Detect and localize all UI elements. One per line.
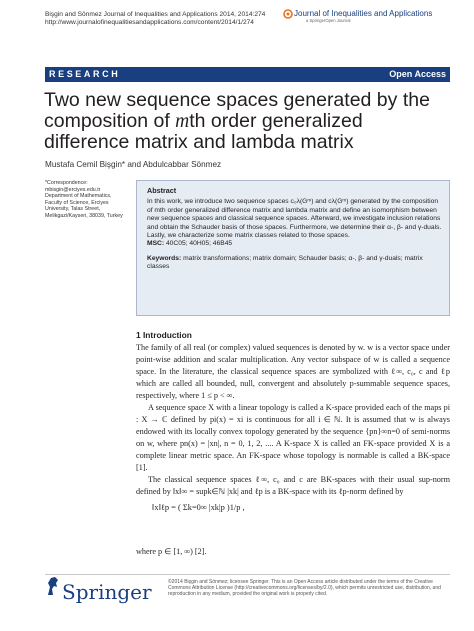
running-header	[45, 11, 265, 27]
journal-tagline: a SpringerOpen Journal	[306, 18, 351, 23]
title-line-2-pre: composition of	[44, 110, 176, 132]
abstract-heading: Abstract	[147, 186, 177, 195]
msc-codes: 40C05; 40H05; 46B45	[165, 240, 233, 248]
title-line-2	[44, 111, 444, 132]
title-line-1: Two new sequence spaces generated by the	[44, 89, 430, 111]
journal-logo-icon	[283, 9, 293, 19]
journal-name: Journal of Inequalities and Applications	[294, 9, 433, 18]
abstract-box	[136, 180, 450, 316]
corr-label: *Correspondence:	[45, 180, 88, 186]
article-url[interactable]: http://www.journalofinequalitiesandapplications.com/content/2014/1/274	[45, 19, 254, 26]
article-type-bar	[45, 67, 450, 82]
corr-email[interactable]: mbisgin@erciyes.edu.tr	[45, 186, 101, 193]
open-access-label: Open Access	[389, 69, 446, 79]
msc-label: MSC:	[147, 240, 165, 248]
corr-line: Faculty of Science, Erciyes	[45, 199, 109, 206]
keywords-label: Keywords:	[147, 254, 182, 262]
authors: Mustafa Cemil Bişgin* and Abdulcabbar Sönmez	[45, 160, 222, 169]
title-line-2-m: m	[175, 111, 190, 132]
citation: Bişgin and Sönmez Journal of Inequalities and Applications 2014, 2014:274	[45, 11, 266, 18]
corr-line: Department of Mathematics,	[45, 193, 112, 200]
article-type-label: RESEARCH	[49, 69, 121, 79]
norm-formula: ‖x‖ℓp = ( Σk=0∞ |xk|p )1/p ,	[152, 503, 245, 512]
article-title	[44, 90, 444, 153]
paragraph-text: The family of all real (or complex) valued sequences is denoted by w. w is a vector space under point-wise addition and scalar multiplication. Any vector subspace of w is called a sequence space. In the literature, the classical sequence spaces are symbolized with ℓ∞, c₀, c and ℓp which are called all bounded, null, convergent and absolutely p-summable sequence spaces, respectively, where 1 ≤ p < ∞.	[136, 343, 450, 401]
intro-paragraph-1	[136, 342, 450, 402]
paragraph-text: A sequence space X with a linear topology is called a K-space provided each of the maps pi : X → ℂ defined by pi(x) = xi is continuous for all i ∈ ℕ. It is assumed that w is always endowed with its locally convex topology generated by the sequence {pn}∞n=0 of semi-norms on w, where pn(x) = |xn|, n = 0, 1, 2, .... A K-space X is called an FK-space provided X is a complete linear metric space. An FK-space whose topology is normable is called a BK-space [1].	[136, 403, 450, 473]
section-heading: 1 Introduction	[136, 330, 192, 340]
title-line-3: difference matrix and lambda matrix	[44, 131, 354, 153]
abstract-text: In this work, we introduce two sequence spaces c₀λ(Gᵐ) and cλ(Gᵐ) generated by the composition of mth order generalized difference matrix and lambda matrix and define an isomorphism between new sequence spaces and classical sequence spaces. Afterward, we investigate inclusion relations and obtain the Schauder basis of those spaces. Furthermore, we determine their α-, β- and γ-duals. Lastly, we characterize some matrix classes related to those spaces.	[147, 198, 442, 240]
footer-divider	[45, 574, 450, 575]
keywords-text: matrix transformations; matrix domain; Schauder basis; α-, β- and γ-duals; matrix classes	[147, 254, 423, 271]
correspondence	[45, 180, 130, 220]
journal-brand	[294, 9, 432, 23]
publisher-logo-text: Springer	[62, 580, 152, 604]
title-line-2-post: th order generalized	[189, 110, 363, 132]
license-text: ©2014 Bişgin and Sönmez; licensee Springer. This is an Open Access article distributed under the terms of the Creative Commons Attribution License (http://creativecommons.org/licenses/by/2.0), which permits unrestricted use, distribution, and reproduction in any medium, provided the original work is properly cited.	[168, 579, 441, 598]
springer-horse-icon	[45, 575, 61, 597]
msc-line	[147, 240, 442, 248]
formula-condition: where p ∈ [1, ∞) [2].	[136, 547, 207, 556]
corr-line: Melikgazi/Kayseri, 38039, Turkey	[45, 212, 123, 219]
paragraph-text: The classical sequence spaces ℓ∞, c₀ and c are BK-spaces with their usual sup-norm defined by ‖x‖∞ = supk∈ℕ |xk| and ℓp is a BK-space with its ℓp-norm defined by	[136, 475, 450, 497]
corr-line: University, Talas Street,	[45, 206, 101, 213]
keywords-line	[147, 255, 442, 272]
intro-paragraph-2	[136, 402, 450, 475]
intro-paragraph-3	[136, 474, 450, 498]
